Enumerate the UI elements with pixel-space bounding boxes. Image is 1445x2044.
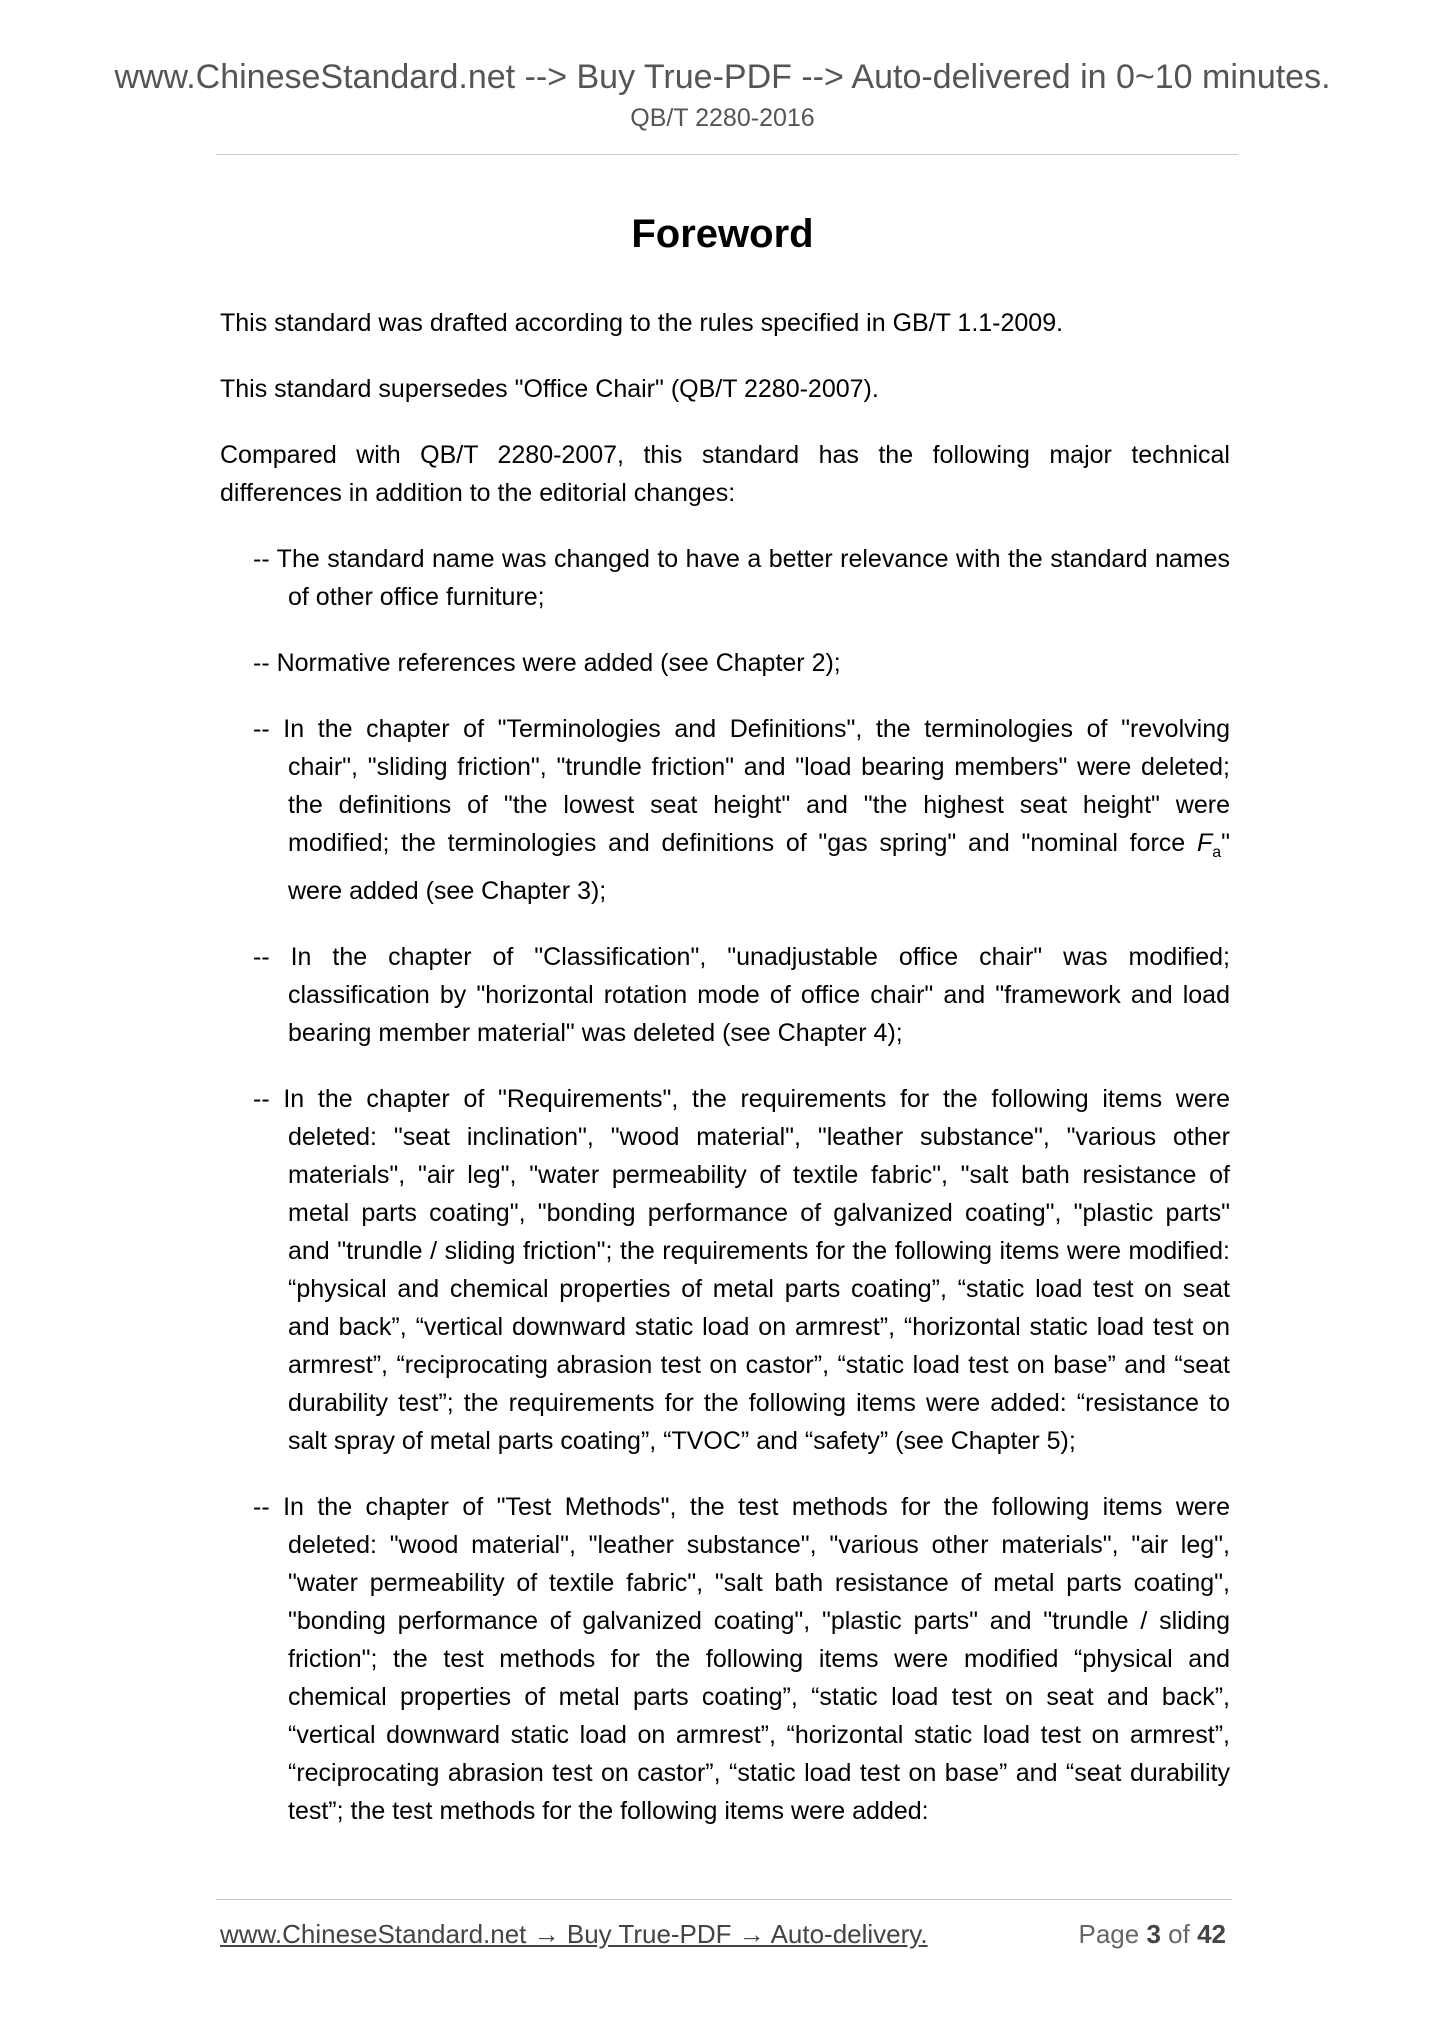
footer-link[interactable]: www.ChineseStandard.net → Buy True-PDF → Auto-delivery. <box>220 1919 928 1949</box>
changes-list <box>220 540 1230 1830</box>
list-item-text: -- In the chapter of "Terminologies and Definitions", the terminologies of "revolving chair", "sliding friction", "trundle friction" and "load bearing members" were deleted; the definitions of "the lowest seat height" and "the highest seat height" were modified; the terminologies and definitions of "gas spring" and "nominal force <box>253 715 1230 857</box>
symbol-nominal-force: F <box>1196 829 1213 857</box>
total-pages: 42 <box>1197 1919 1226 1949</box>
list-item: -- In the chapter of "Classification", "unadjustable office chair" was modified; classification by "horizontal rotation mode of office chair" and "framework and load bearing member material" was deleted (see Chapter 4); <box>253 943 1230 1047</box>
symbol-subscript: a <box>1212 844 1222 861</box>
list-item <box>253 710 1230 910</box>
page-indicator <box>1078 1919 1226 1950</box>
list-item: -- The standard name was changed to have a better relevance with the standard names of other office furniture; <box>253 545 1230 611</box>
of-label: of <box>1168 1919 1190 1949</box>
standard-code: QB/T 2280-2016 <box>630 104 815 132</box>
page-title: Foreword <box>631 212 814 256</box>
list-item-text: " were added (see Chapter 3); <box>288 829 1230 905</box>
list-item: -- Normative references were added (see Chapter 2); <box>253 649 841 677</box>
paragraph-supersedes: This standard supersedes "Office Chair" (QB/T 2280-2007). <box>220 375 879 403</box>
list-item: -- In the chapter of "Requirements", the requirements for the following items were deleted: "seat inclination", "wood material", "leather substance", "various other materials", "air leg", "water permeability of textile fabric", "salt bath resistance of metal parts coating", "bonding performance of galvanized coating", "plastic parts" and "trundle / sliding friction"; the requirements for the following items were modified: “physical and chemical properties of metal parts coating”, “static load test on seat and back”, “vertical downward static load on armrest”, “horizontal static load test on armrest”, “reciprocating abrasion test on castor”, “static load test on base” and “seat durability test”; the requirements for the following items were added: “resistance to salt spray of metal parts coating”, “TVOC” and “safety” (see Chapter 5); <box>253 1085 1230 1455</box>
list-item: -- In the chapter of "Test Methods", the test methods for the following items were deleted: "wood material", "leather substance", "various other materials", "air leg", "water permeability of textile fabric", "salt bath resistance of metal parts coating", "bonding performance of galvanized coating", "plastic parts" and "trundle / sliding friction"; the test methods for the following items were modified “physical and chemical properties of metal parts coating”, “static load test on seat and back”, “vertical downward static load on armrest”, “horizontal static load test on armrest”, “reciprocating abrasion test on castor”, “static load test on base” and “seat durability test”; the test methods for the following items were added: <box>253 1493 1230 1825</box>
footer-divider <box>216 1899 1232 1900</box>
site-banner: www.ChineseStandard.net --> Buy True-PDF --> Auto-delivered in 0~10 minutes. <box>114 58 1331 96</box>
header-divider <box>216 154 1238 155</box>
paragraph-drafting-rules: This standard was drafted according to the rules specified in GB/T 1.1-2009. <box>220 309 1064 337</box>
page-number: 3 <box>1146 1919 1161 1949</box>
page-label: Page <box>1078 1919 1140 1949</box>
paragraph-comparison: Compared with QB/T 2280-2007, this standard has the following major technical differences in addition to the editorial changes: <box>220 441 1230 507</box>
document-body <box>220 304 1230 1830</box>
